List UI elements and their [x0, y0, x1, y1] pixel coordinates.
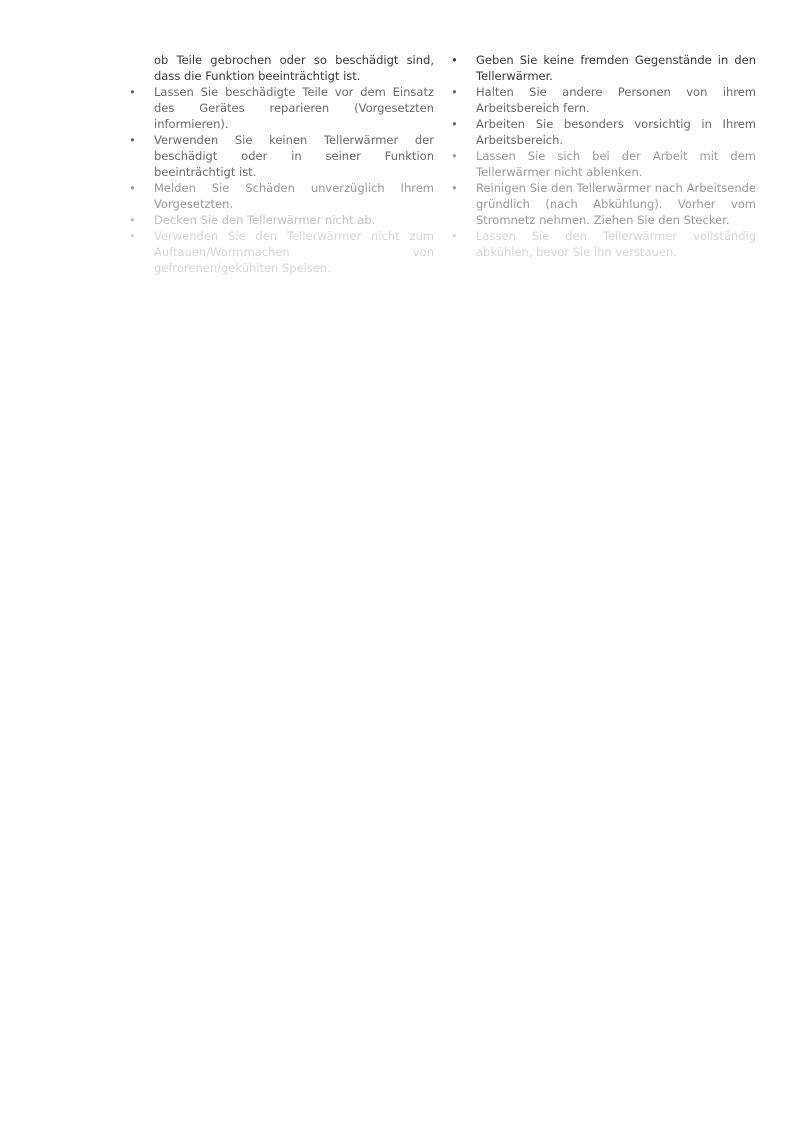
safety-list-left — [124, 52, 434, 276]
safety-list-right — [446, 52, 756, 260]
list-item-text: Lassen Sie den Tellerwärmer vollständig abkühlen, bevor Sie ihn verstauen. — [476, 229, 756, 259]
list-item-text: Verwenden Sie den Tellerwärmer nicht zum Auftauen/Warmmachen von gefrorenen/gekühlten Speisen. — [154, 229, 434, 275]
bullet-icon: • — [129, 229, 136, 243]
list-item-text: Arbeiten Sie besonders vorsichtig in Ihrem Arbeitsbereich. — [476, 117, 756, 147]
list-item — [124, 132, 434, 180]
bullet-icon: • — [451, 85, 458, 99]
bullet-icon: • — [129, 85, 136, 99]
list-item-continuation — [124, 52, 434, 84]
list-item-text: Reinigen Sie den Tellerwärmer nach Arbeitsende gründlich (nach Abkühlung). Vorher vom Stromnetz nehmen. Ziehen Sie den Stecker. — [476, 181, 756, 227]
list-item-text: Halten Sie andere Personen von ihrem Arbeitsbereich fern. — [476, 85, 756, 115]
list-item-text: Lassen Sie beschädigte Teile vor dem Einsatz des Gerätes reparieren (Vorgesetzten informieren). — [154, 85, 434, 131]
list-item — [446, 228, 756, 260]
left-column — [124, 52, 434, 276]
bullet-icon: • — [129, 133, 136, 147]
list-item — [446, 148, 756, 180]
bullet-icon: • — [451, 181, 458, 195]
list-item — [124, 228, 434, 276]
right-column — [446, 52, 756, 260]
list-item — [446, 180, 756, 228]
list-item-text: ob Teile gebrochen oder so beschädigt sind, dass die Funktion beeinträchtigt ist. — [154, 53, 434, 83]
bullet-icon: • — [451, 149, 458, 163]
list-item — [446, 116, 756, 148]
bullet-icon: • — [129, 213, 136, 227]
bullet-icon: • — [451, 53, 458, 67]
list-item-text: Melden Sie Schäden unverzüglich Ihrem Vorgesetzten. — [154, 181, 434, 211]
list-item — [124, 180, 434, 212]
bullet-icon: • — [451, 229, 458, 243]
list-item-text: Geben Sie keine fremden Gegenstände in den Tellerwärmer. — [476, 53, 756, 83]
list-item — [124, 84, 434, 132]
list-item — [446, 84, 756, 116]
list-item-text: Decken Sie den Tellerwärmer nicht ab. — [154, 213, 376, 227]
list-item — [446, 52, 756, 84]
list-item — [124, 212, 434, 228]
bullet-icon: • — [129, 181, 136, 195]
bullet-icon: • — [451, 117, 458, 131]
list-item-text: Verwenden Sie keinen Tellerwärmer der beschädigt oder in seiner Funktion beeinträchtigt ist. — [154, 133, 434, 179]
list-item-text: Lassen Sie sich bei der Arbeit mit dem Tellerwärmer nicht ablenken. — [476, 149, 756, 179]
